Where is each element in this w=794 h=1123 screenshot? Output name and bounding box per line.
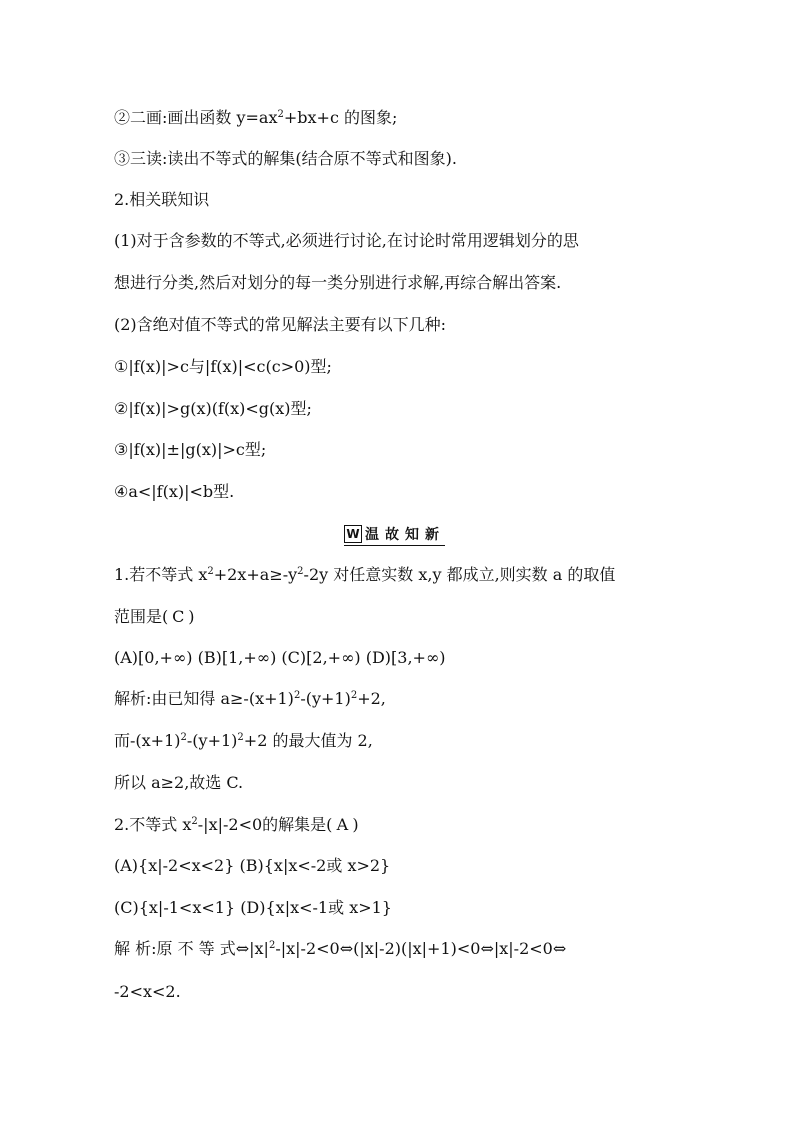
question-2-stem: [114, 817, 359, 833]
q1-text: 1.若不等式 x: [114, 565, 208, 584]
related-knowledge-heading: 2.相关联知识: [114, 190, 210, 209]
question-1-range: [114, 609, 195, 625]
solution-text: 而-(x+1): [114, 731, 181, 750]
superscript: 2: [237, 732, 244, 743]
question-2-answer: A: [336, 815, 349, 834]
superscript: 2: [180, 732, 187, 743]
solution-text: 解 析:原 不 等 式⇔|x|: [114, 939, 269, 958]
parametric-inequality-line2: 想进行分类,然后对划分的每一类分别进行求解,再综合解出答案.: [114, 273, 562, 292]
q2-text: 2.不等式 x: [114, 815, 192, 834]
question-2-options-ab: (A){x|-2<x<2} (B){x|x<-2或 x>2}: [114, 856, 391, 875]
abs-type-3: ③|f(x)|±|g(x)|>c型;: [114, 440, 267, 459]
question-1-answer: C: [172, 607, 185, 626]
question-1-solution-3: 所以 a≥2,故选 C.: [114, 773, 244, 792]
step-draw-text: ②二画:画出函数 y=ax: [114, 108, 278, 127]
solution-text: -(y+1): [300, 689, 351, 708]
step-read-solution: ③三读:读出不等式的解集(结合原不等式和图象).: [114, 149, 457, 168]
superscript: 2: [191, 816, 198, 827]
question-1-solution-1: [114, 691, 386, 707]
q1-text: +2x+a≥-y: [213, 565, 298, 584]
section-title: 温故知新: [365, 527, 445, 543]
abs-type-4: ④a<|f(x)|<b型.: [114, 482, 235, 501]
question-2-options-cd: (C){x|-1<x<1} (D){x|x<-1或 x>1}: [114, 898, 392, 917]
question-1-options: (A)[0,+∞) (B)[1,+∞) (C)[2,+∞) (D)[3,+∞): [114, 648, 446, 667]
q2-text: ): [352, 815, 359, 834]
question-2-solution-1: [114, 941, 566, 957]
abs-type-1: ①|f(x)|>c与|f(x)|<c(c>0)型;: [114, 357, 332, 376]
parametric-inequality-line1: (1)对于含参数的不等式,必须进行讨论,在讨论时常用逻辑划分的思: [114, 231, 579, 250]
solution-text: +2,: [357, 689, 386, 708]
solution-text: -|x|-2<0⇔(|x|-2)(|x|+1)<0⇔|x|-2<0⇔: [275, 939, 567, 958]
step-draw-text-end: +bx+c 的图象;: [283, 108, 398, 127]
question-2-solution-2: -2<x<2.: [114, 982, 181, 1001]
superscript: 2: [277, 109, 284, 120]
superscript: 2: [350, 690, 358, 701]
question-1-stem: [114, 567, 615, 583]
solution-text: +2 的最大值为 2,: [243, 731, 373, 750]
superscript: 2: [293, 690, 301, 701]
q1-text: -2y 对任意实数 x,y 都成立,则实数 a 的取值: [303, 565, 616, 584]
superscript: 2: [297, 566, 304, 577]
question-1-solution-2: [114, 733, 373, 749]
abs-type-2: ②|f(x)|>g(x)(f(x)<g(x)型;: [114, 399, 312, 418]
q1-text: 范围是(: [114, 607, 169, 626]
q1-text: ): [188, 607, 195, 626]
step-draw-graph: [114, 110, 397, 126]
absolute-value-methods-intro: (2)含绝对值不等式的常见解法主要有以下几种:: [114, 315, 447, 334]
superscript: 2: [268, 940, 276, 951]
solution-text: -(y+1): [186, 731, 238, 750]
solution-text: 解析:由已知得 a≥-(x+1): [114, 689, 294, 708]
w-badge-icon: W: [344, 525, 362, 543]
q2-text: -|x|-2<0的解集是(: [197, 815, 333, 834]
section-header-review: [344, 524, 445, 546]
superscript: 2: [207, 566, 214, 577]
